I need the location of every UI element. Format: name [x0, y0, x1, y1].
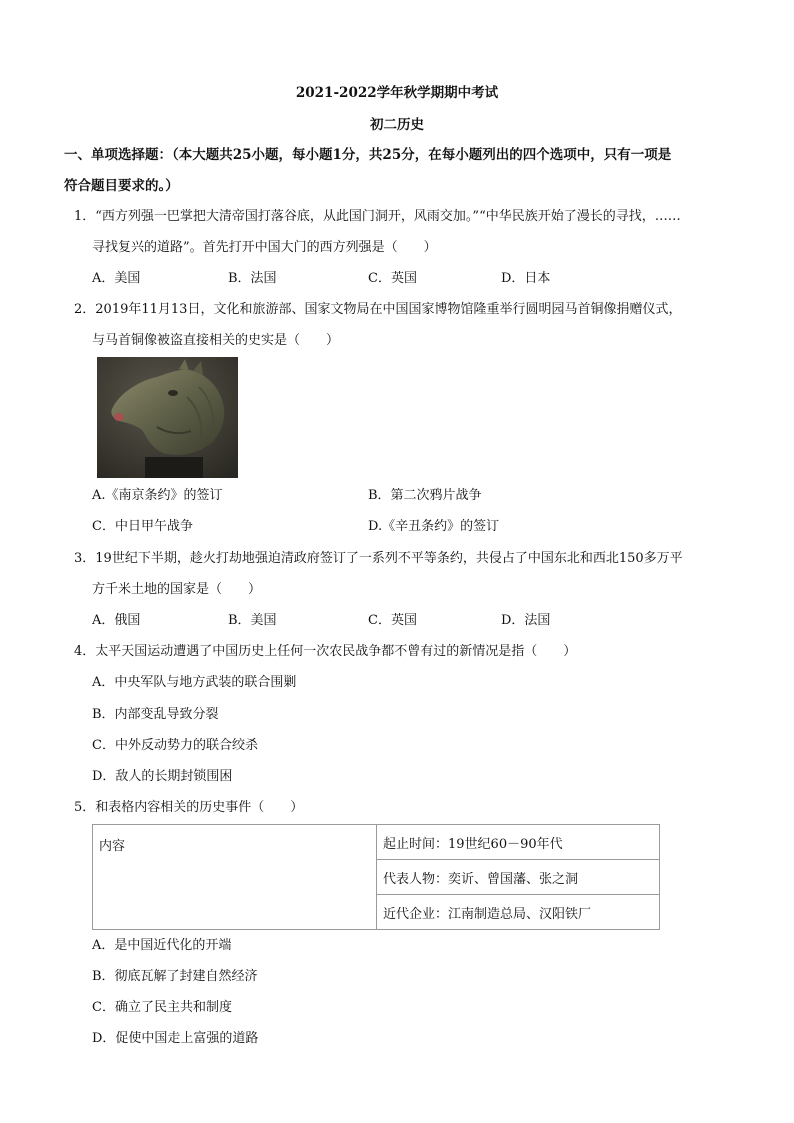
q2-stem-line1: 2．2019年11月13日，文化和旅游部、国家文物局在中国国家博物馆隆重举行圆明园马首铜像捐赠仪式， — [74, 302, 682, 317]
q3-stem-line1: 3．19世纪下半期，趁火打劫地强迫清政府签订了一系列不平等条约，共侵占了中国东北和西北150多万平 — [74, 551, 683, 566]
bronze-horse-head-image — [97, 357, 238, 478]
q1-stem-line1: 1．“西方列强一巴掌把大清帝国打落谷底，从此国门洞开，风雨交加。”“中华民族开始了漫长的寻找，…… — [74, 209, 681, 224]
q2-option-a: A.《南京条约》的签订 — [92, 488, 223, 503]
q3-stem-line2: 方千米土地的国家是（ ） — [92, 582, 262, 597]
q1-option-c: C．英国 — [368, 271, 417, 286]
table-row-period: 起止时间：19世纪60－90年代 — [377, 825, 660, 860]
section-heading-line1: 一、单项选择题：（本大题共25小题，每小题1分，共25分，在每小题列出的四个选项中，只有一项是 — [64, 147, 672, 163]
q3-option-d: D．法国 — [501, 613, 551, 628]
q1-stem-line2: 寻找复兴的道路”。首先打开中国大门的西方列强是（ ） — [92, 240, 437, 255]
q5-option-a: A．是中国近代化的开端 — [92, 938, 232, 953]
exam-title: 2021-2022学年秋学期期中考试 — [295, 85, 499, 101]
q1-option-b: B．法国 — [228, 271, 277, 286]
q5-info-table — [92, 824, 660, 930]
q4-stem-line1: 4．太平天国运动遭遇了中国历史上任何一次农民战争都不曾有过的新情况是指（ ） — [74, 644, 577, 659]
q3-option-c: C．英国 — [368, 613, 417, 628]
q4-option-a: A．中央军队与地方武装的联合围剿 — [92, 675, 297, 690]
q4-option-c: C．中外反动势力的联合绞杀 — [92, 738, 258, 753]
section-heading-line2: 符合题目要求的。） — [64, 178, 179, 194]
horse-head-picture — [97, 357, 238, 478]
q3-option-a: A．俄国 — [92, 613, 141, 628]
q3-option-b: B．美国 — [228, 613, 277, 628]
q5-option-d: D．促使中国走上富强的道路 — [92, 1031, 259, 1046]
q5-option-c: C．确立了民主共和制度 — [92, 1000, 232, 1015]
q5-stem-line1: 5．和表格内容相关的历史事件（ ） — [74, 800, 304, 815]
table-content-header: 内容 — [93, 825, 377, 930]
q4-option-d: D．敌人的长期封锁围困 — [92, 769, 233, 784]
q2-option-b: B．第二次鸦片战争 — [368, 488, 482, 503]
q2-option-c: C．中日甲午战争 — [92, 519, 193, 534]
q2-stem-line2: 与马首铜像被盗直接相关的史实是（ ） — [92, 333, 340, 348]
q4-option-b: B．内部变乱导致分裂 — [92, 707, 219, 722]
q5-option-b: B．彻底瓦解了封建自然经济 — [92, 969, 258, 984]
table-row-enterprises: 近代企业：江南制造总局、汉阳铁厂 — [377, 895, 660, 930]
q2-option-d: D.《辛丑条约》的签订 — [368, 519, 500, 534]
q1-option-d: D．日本 — [501, 271, 551, 286]
subject-title: 初二历史 — [370, 117, 424, 133]
q1-option-a: A．美国 — [92, 271, 141, 286]
table-row-figures: 代表人物：奕䜣、曾国藩、张之洞 — [377, 860, 660, 895]
